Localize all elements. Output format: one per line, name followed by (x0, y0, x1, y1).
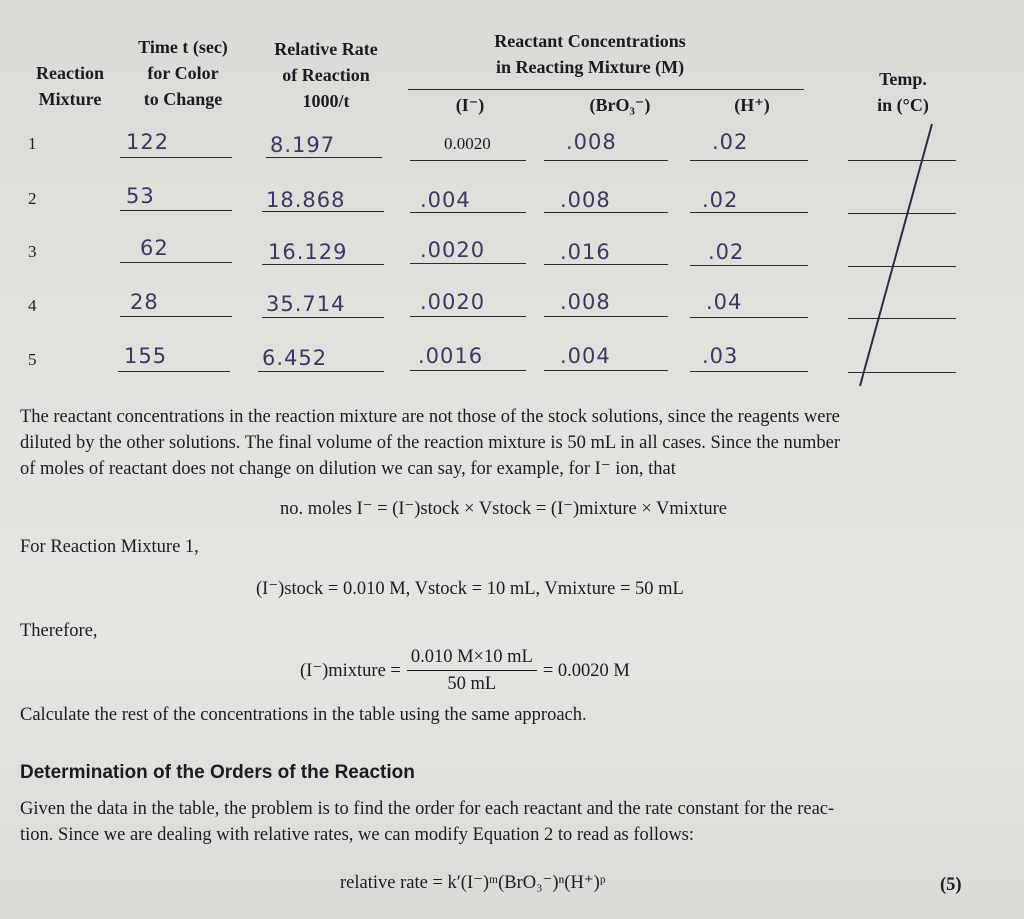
header-hydrogen: (H⁺) (734, 95, 770, 115)
row-1-hydrogen: .02 (712, 130, 749, 154)
row-5-iodide-line (410, 370, 526, 371)
row-1-bromate-line (544, 160, 668, 161)
fraction-denominator: 50 mL (447, 674, 497, 694)
header-line: Mixture (38, 89, 102, 109)
row-2-hydrogen: .02 (702, 188, 739, 212)
row-3-rate: 16.129 (268, 240, 348, 264)
header-line: Reactant Concentrations (494, 31, 686, 51)
row-2-rate: 18.868 (266, 188, 346, 212)
equation-lhs: (I⁻)mixture = (300, 660, 401, 681)
equation-fraction (407, 644, 537, 697)
paragraph-line: tion. Since we are dealing with relative rates, we can modify Equation 2 to read as follows: (20, 825, 695, 845)
row-5-hydrogen: .03 (702, 344, 739, 368)
row-5-rate: 6.452 (262, 346, 328, 370)
row-3-bromate: .016 (560, 240, 611, 264)
equation-relative-rate: relative rate = k′(I⁻)ᵐ(BrO₃⁻)ⁿ(H⁺)ᵖ (340, 873, 606, 893)
equation-moles: no. moles I⁻ = (I⁻)stock × Vstock = (I⁻)mixture × Vmixture (280, 499, 727, 519)
row-1-bromate: .008 (566, 130, 617, 154)
row-1-time: 122 (126, 130, 170, 154)
header-temp (855, 66, 951, 118)
row-4-hydrogen-line (690, 317, 808, 318)
row-3-time: 62 (140, 236, 169, 260)
equation-stock-values: (I⁻)stock = 0.010 M, Vstock = 10 mL, Vmixture = 50 mL (256, 579, 684, 599)
paragraph-line: of moles of reactant does not change on dilution we can say, for example, for I⁻ ion, that (20, 459, 676, 479)
row-2-rate-line (262, 211, 384, 212)
row-1-iodide-line (410, 160, 526, 161)
row-1-time-line (120, 157, 232, 158)
row-1-rate-line (266, 157, 382, 158)
row-5-mixture: 5 (28, 350, 37, 369)
row-2-time: 53 (126, 184, 155, 208)
calculate-instruction: Calculate the rest of the concentrations in the table using the same approach. (20, 705, 587, 725)
paragraph-orders (20, 796, 1010, 848)
equation-rhs: = 0.0020 M (542, 660, 630, 681)
for-mixture-label: For Reaction Mixture 1, (20, 537, 199, 557)
row-3-hydrogen: .02 (708, 240, 745, 264)
header-concentrations (430, 28, 750, 80)
row-5-hydrogen-line (690, 371, 808, 372)
row-4-bromate: .008 (560, 290, 611, 314)
paragraph-line: The reactant concentrations in the reaction mixture are not those of the stock solutions, since the reagents were (20, 407, 840, 427)
row-2-time-line (120, 210, 232, 211)
row-4-bromate-line (544, 316, 668, 317)
header-line: Time t (sec) (138, 37, 228, 57)
header-time (118, 34, 248, 112)
header-line: 1000/t (302, 91, 350, 111)
row-4-hydrogen: .04 (706, 290, 743, 314)
row-5-iodide: .0016 (418, 344, 484, 368)
paragraph-dilution (20, 404, 1010, 482)
row-3-hydrogen-line (690, 265, 808, 266)
row-3-mixture: 3 (28, 242, 37, 261)
row-5-bromate: .004 (560, 344, 611, 368)
header-line: to Change (143, 89, 223, 109)
row-5-bromate-line (544, 370, 668, 371)
row-2-hydrogen-line (690, 212, 808, 213)
row-1-hydrogen-line (690, 160, 808, 161)
row-4-mixture: 4 (28, 296, 37, 315)
paragraph-line: diluted by the other solutions. The final volume of the reaction mixture is 50 mL in all cases. Since the number (20, 433, 840, 453)
row-5-rate-line (258, 371, 384, 372)
header-line: Relative Rate (274, 39, 378, 59)
row-4-rate-line (262, 317, 384, 318)
row-5-time-line (118, 371, 230, 372)
header-line: Temp. (879, 69, 927, 89)
row-4-rate: 35.714 (266, 292, 346, 316)
paragraph-line: Given the data in the table, the problem is to find the order for each reactant and the rate constant for the reac- (20, 799, 835, 819)
header-line: of Reaction (282, 65, 370, 85)
header-line: Reaction (36, 63, 104, 83)
row-1-mixture: 1 (28, 134, 37, 153)
row-2-bromate-line (544, 212, 668, 213)
equation-number: (5) (940, 875, 962, 895)
therefore-label: Therefore, (20, 621, 98, 641)
row-4-time: 28 (130, 290, 159, 314)
row-3-iodide-line (410, 263, 526, 264)
equation-mixture-concentration (300, 644, 630, 697)
concentrations-rule (408, 89, 804, 90)
row-2-mixture: 2 (28, 189, 37, 208)
row-3-rate-line (262, 264, 384, 265)
row-2-iodide-line (410, 212, 526, 213)
header-bromate: (BrO₃⁻) (589, 95, 651, 115)
header-line: for Color (147, 63, 219, 83)
row-4-iodide: .0020 (420, 290, 486, 314)
fraction-numerator: 0.010 M×10 mL (407, 644, 537, 671)
row-4-iodide-line (410, 316, 526, 317)
row-3-iodide: .0020 (420, 238, 486, 262)
row-1-rate: 8.197 (270, 133, 336, 157)
row-2-iodide: .004 (420, 188, 471, 212)
row-5-time: 155 (124, 344, 168, 368)
temp-strike-line (840, 120, 950, 390)
row-3-time-line (120, 262, 232, 263)
row-4-time-line (120, 316, 232, 317)
row-3-bromate-line (544, 264, 668, 265)
row-1-iodide: 0.0020 (444, 134, 491, 153)
header-line: in (°C) (877, 95, 929, 115)
header-iodide: (I⁻) (455, 95, 485, 115)
header-line: in Reacting Mixture (M) (495, 57, 685, 77)
section-heading: Determination of the Orders of the Reaction (20, 762, 415, 783)
header-reaction-mixture (22, 60, 118, 112)
header-relative-rate (256, 36, 396, 114)
row-2-bromate: .008 (560, 188, 611, 212)
